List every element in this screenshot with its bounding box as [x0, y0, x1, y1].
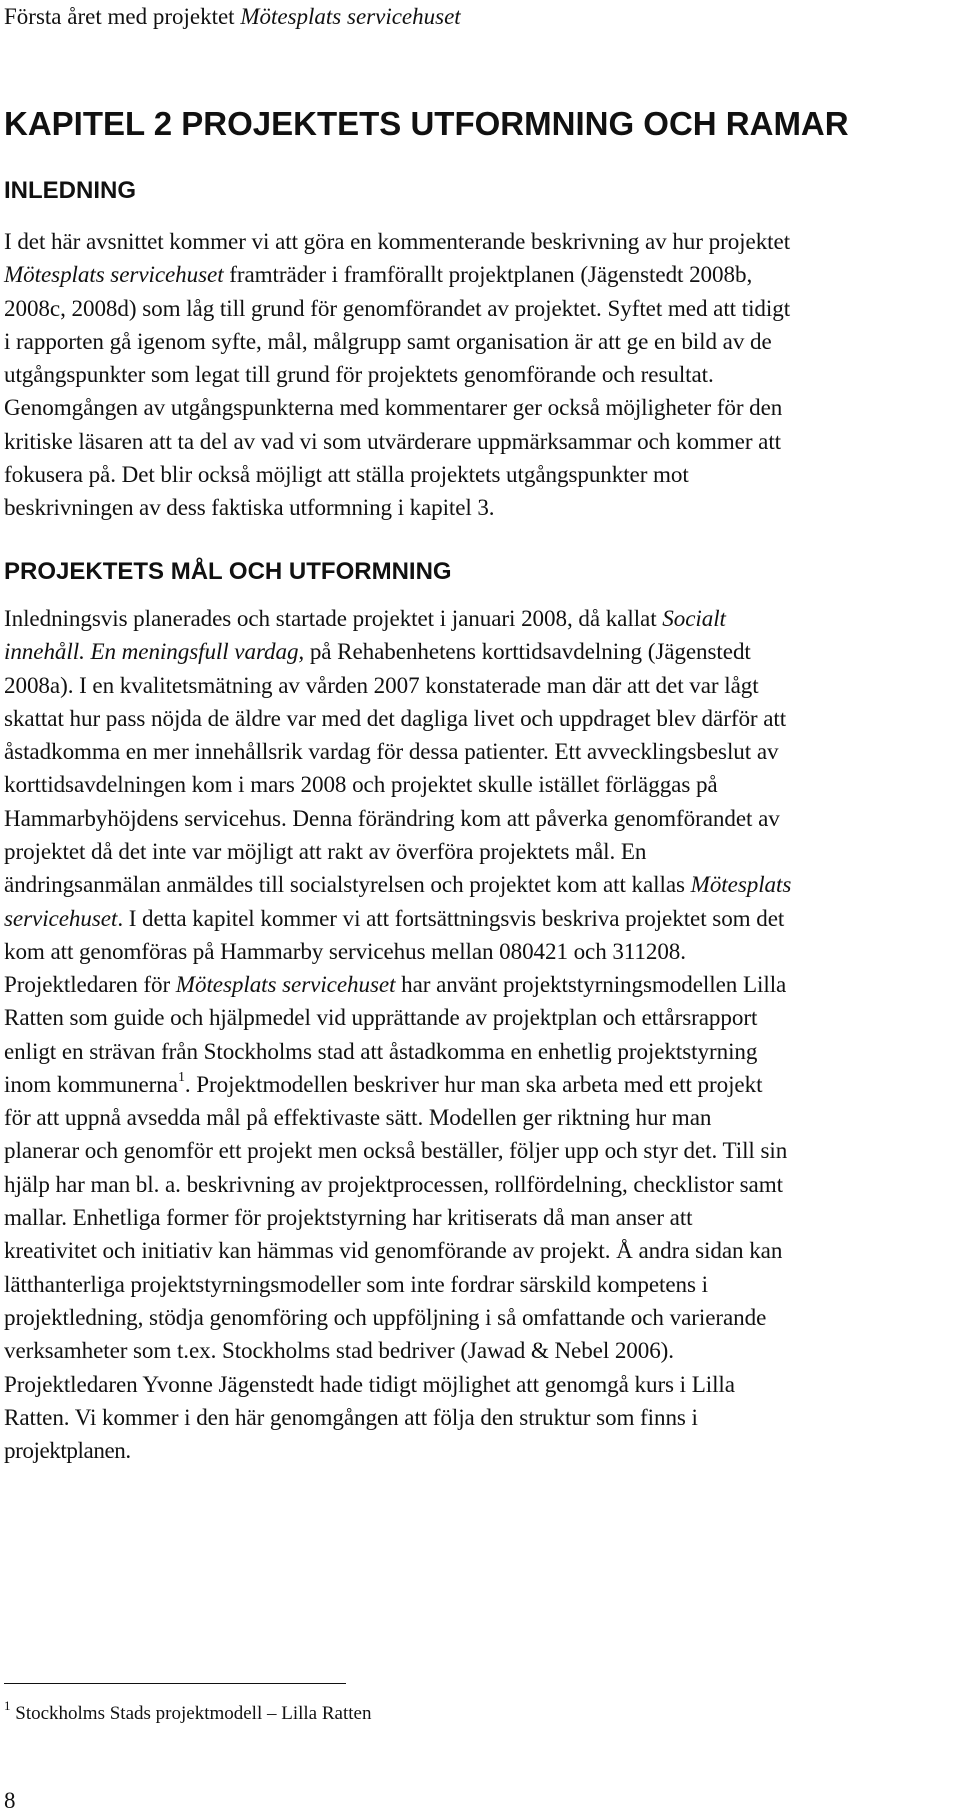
- text-line: [4, 702, 960, 735]
- text-line: [4, 935, 960, 968]
- text-line: [4, 835, 960, 868]
- text-run: Ratten som guide och hjälpmedel vid upprättande av projektplan och ettårsrapport: [4, 1004, 758, 1031]
- italic-text-run: Mötesplats servicehuset: [175, 971, 396, 997]
- project-model-paragraph: [4, 968, 960, 1467]
- text-line: [4, 735, 960, 768]
- text-run: för att uppnå avsedda mål på effektivaste sätt. Modellen ger riktning hur man: [4, 1104, 712, 1131]
- text-run: Genomgången av utgångspunkterna med kommentarer ger också möjligheter för den: [4, 394, 783, 421]
- italic-text-run: servicehuset: [4, 904, 118, 931]
- text-line: [4, 1334, 960, 1367]
- text-line: [4, 635, 960, 668]
- text-run: Ratten. Vi kommer i den här genomgången att följa den struktur som finns i: [4, 1403, 698, 1430]
- section-heading-mal-och-utformning: PROJEKTETS MÅL OCH UTFORMNING: [4, 558, 452, 585]
- text-run: 2008a). I en kvalitetsmätning av vården 2007 konstaterade man där att det var lågt: [4, 671, 759, 698]
- text-run: i rapporten gå igenom syfte, mål, målgrupp samt organisation är att ge en bild av de: [4, 327, 772, 354]
- text-run: mallar. Enhetliga former för projektstyrning har kritiserats då man anser att: [4, 1204, 693, 1231]
- text-run: kritiske läsaren att ta del av vad vi som utvärderare uppmärksammar och kommer att: [4, 427, 782, 454]
- italic-text-run: Socialt: [662, 605, 726, 631]
- text-run: beskrivningen av dess faktiska utformning i kapitel 3.: [4, 494, 495, 521]
- text-run: projektplanen.: [4, 1437, 131, 1464]
- text-line: [4, 1368, 960, 1401]
- text-line: [4, 1035, 960, 1068]
- text-run: på Rehabenhetens korttidsavdelning (Jägenstedt: [304, 638, 751, 665]
- footnote-reference: 1: [177, 1070, 185, 1086]
- text-run: Inledningsvis planerades och startade projektet i januari 2008, då kallat: [4, 605, 663, 631]
- text-run: skattat hur pass nöjda de äldre var med det dagliga livet och uppdraget blev därför att: [4, 704, 787, 731]
- text-run: Hammarbyhöjdens servicehus. Denna förändring kom att påverka genomförandet av: [4, 804, 780, 831]
- text-line: [4, 1301, 960, 1334]
- text-line: [4, 868, 960, 901]
- text-line: [4, 1268, 960, 1301]
- footnote-text: Stockholms Stads projektmodell – Lilla Ratten: [10, 1703, 372, 1724]
- goals-paragraph: [4, 602, 960, 968]
- text-line: [4, 968, 960, 1001]
- text-line: [4, 1434, 960, 1467]
- text-line: [4, 902, 960, 935]
- running-header-project-name: Mötesplats servicehuset: [240, 4, 461, 29]
- text-line: [4, 602, 960, 635]
- footnote: [4, 1697, 372, 1728]
- text-line: [4, 1068, 960, 1101]
- text-run: åstadkomma en mer innehållsrik vardag för dessa patienter. Ett avvecklingsbeslut av: [4, 738, 779, 765]
- text-run: Projektledaren för: [4, 971, 176, 997]
- text-line: [4, 768, 960, 801]
- footnote-marker: 1: [4, 1697, 11, 1713]
- text-run: kom att genomföras på Hammarby servicehus mellan 080421 och 311208.: [4, 937, 686, 964]
- text-run: Projektledaren Yvonne Jägenstedt hade tidigt möjlighet att genomgå kurs i Lilla: [4, 1370, 735, 1397]
- text-run: hjälp har man bl. a. beskrivning av projektprocessen, rollfördelning, checklistor samt: [4, 1170, 783, 1197]
- text-line: [4, 425, 960, 458]
- text-run: framträder i framförallt projektplanen (Jägenstedt 2008b,: [223, 261, 753, 288]
- text-run: projektledning, stödja genomföring och uppföljning i så omfattande och varierande: [4, 1303, 767, 1330]
- text-line: [4, 225, 960, 258]
- text-line: [4, 1101, 960, 1134]
- text-line: [4, 491, 960, 524]
- italic-text-run: innehåll. En meningsfull vardag,: [4, 638, 305, 665]
- text-line: [4, 358, 960, 391]
- running-header: [4, 2, 461, 32]
- intro-paragraph: [4, 225, 960, 525]
- page-number: 8: [4, 1788, 16, 1813]
- text-line: [4, 1401, 960, 1434]
- text-run: planerar och genomför ett projekt men också beställer, följer upp och styr det. Till sin: [4, 1137, 788, 1164]
- text-run: ändringsanmälan anmäldes till socialstyrelsen och projektet kom att kallas: [4, 871, 691, 898]
- chapter-title: KAPITEL 2 PROJEKTETS UTFORMNING OCH RAMAR: [4, 105, 849, 142]
- text-line: [4, 325, 960, 358]
- text-line: [4, 802, 960, 835]
- text-run: verksamheter som t.ex. Stockholms stad bedriver (Jawad & Nebel 2006).: [4, 1337, 674, 1364]
- italic-text-run: Mötesplats servicehuset: [4, 261, 224, 288]
- text-run: I det här avsnittet kommer vi att göra en kommenterande beskrivning av hur projektet: [4, 228, 791, 254]
- text-run: enligt en strävan från Stockholms stad att åstadkomma en enhetlig projektstyrning: [4, 1037, 758, 1064]
- text-run: 2008c, 2008d) som låg till grund för genomförandet av projektet. Syftet med att tidigt: [4, 294, 791, 321]
- text-line: [4, 292, 960, 325]
- text-run: projektet då det inte var möjligt att rakt av överföra projektets mål. En: [4, 838, 647, 865]
- text-run: utgångspunkter som legat till grund för projektets genomförande och resultat.: [4, 361, 714, 388]
- section-heading-inledning: INLEDNING: [4, 177, 136, 204]
- footnote-separator: [4, 1683, 346, 1684]
- text-line: [4, 1201, 960, 1234]
- running-header-text: Första året med projektet: [4, 4, 241, 29]
- text-run: kreativitet och initiativ kan hämmas vid genomförande av projekt. Å andra sidan kan: [4, 1237, 783, 1264]
- text-run: fokusera på. Det blir också möjligt att ställa projektets utgångspunkter mot: [4, 461, 689, 488]
- text-line: [4, 1001, 960, 1034]
- text-run: har använt projektstyrningsmodellen Lilla: [395, 971, 787, 997]
- text-line: [4, 258, 960, 291]
- text-line: [4, 1168, 960, 1201]
- text-line: [4, 391, 960, 424]
- italic-text-run: Mötesplats: [690, 871, 792, 898]
- text-run: lätthanterliga projektstyrningsmodeller som inte fordrar särskild kompetens i: [4, 1270, 708, 1297]
- text-run: inom kommunerna: [4, 1070, 178, 1097]
- text-line: [4, 458, 960, 491]
- text-run: . Projektmodellen beskriver hur man ska arbeta med ett projekt: [184, 1070, 763, 1097]
- text-line: [4, 669, 960, 702]
- text-line: [4, 1234, 960, 1267]
- text-run: . I detta kapitel kommer vi att fortsättningsvis beskriva projektet som det: [117, 904, 785, 931]
- text-run: korttidsavdelningen kom i mars 2008 och projektet skulle istället förläggas på: [4, 771, 718, 798]
- text-line: [4, 1134, 960, 1167]
